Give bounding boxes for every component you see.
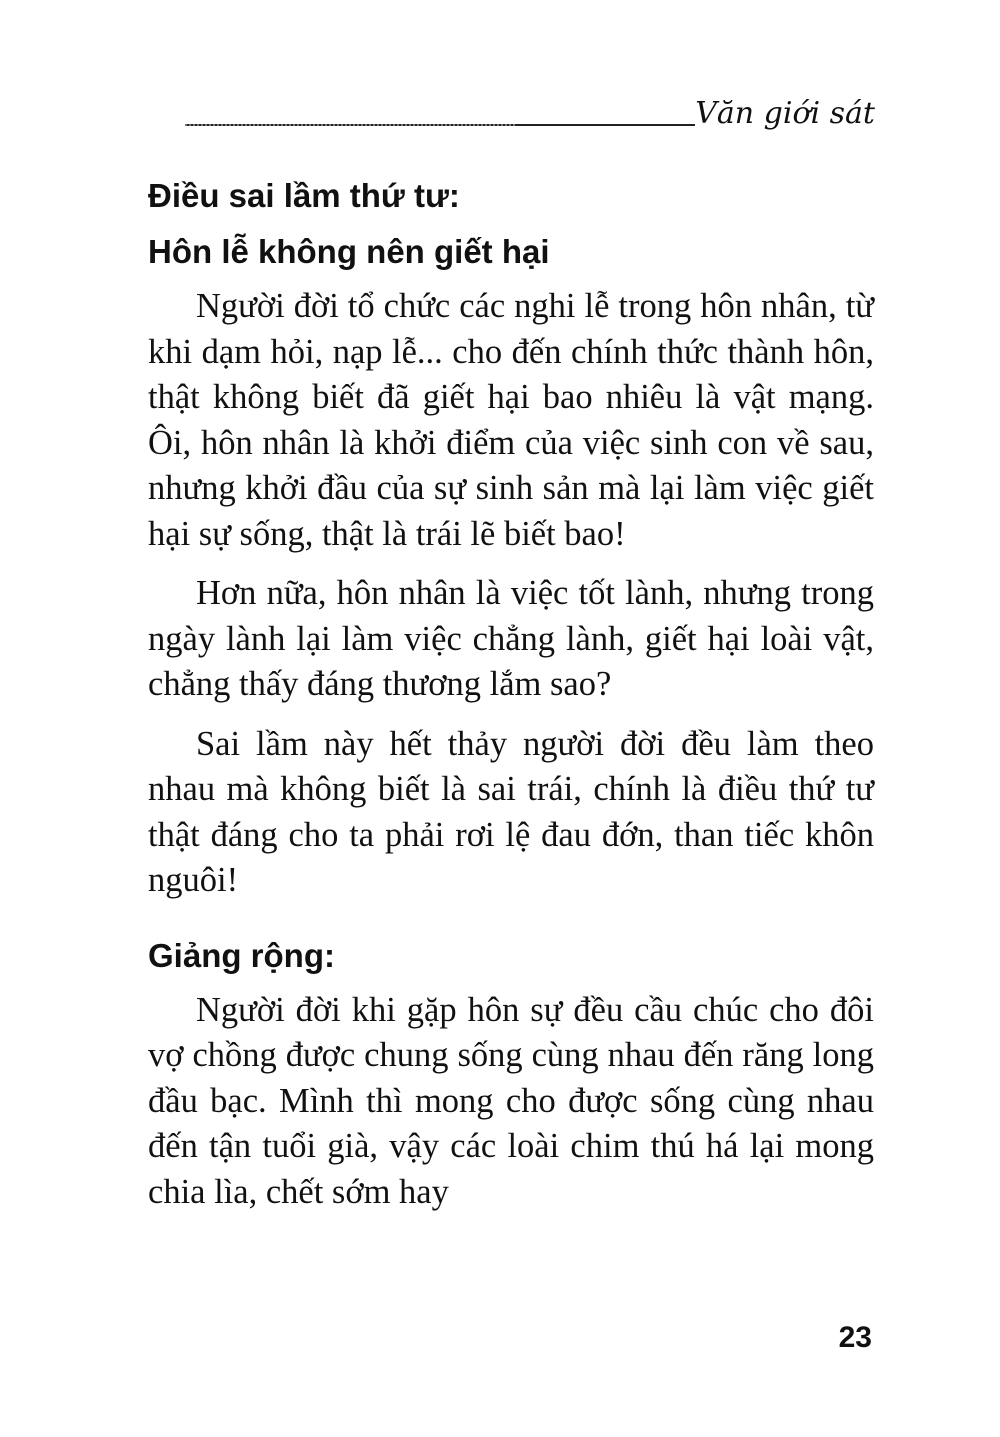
section-heading-line-2: Hôn lễ không nên giết hại bbox=[148, 233, 550, 270]
page-content bbox=[148, 168, 874, 1229]
running-head-rule-dotted bbox=[185, 124, 515, 126]
paragraph: Người đời tổ chức các nghi lễ trong hôn nhân, từ khi dạm hỏi, nạp lễ... cho đến chính thức thành hôn, thật không biết đã giết hại bao nhiêu là vật mạng. Ôi, hôn nhân là khởi điểm của việc sinh con về sau, nhưng khởi đầu của sự sinh sản mà lại làm việc giết hại sự sống, thật là trái lẽ biết bao! bbox=[148, 287, 874, 553]
running-head-title: Văn giới sát bbox=[695, 96, 875, 131]
paragraph: Sai lầm này hết thảy người đời đều làm theo nhau mà không biết là sai trái, chính là điều thứ tư thật đáng cho ta phải rơi lệ đau đớn, than tiếc khôn nguôi! bbox=[148, 724, 874, 899]
paragraph: Người đời khi gặp hôn sự đều cầu chúc cho đôi vợ chồng được chung sống cùng nhau đến răng long đầu bạc. Mình thì mong cho được sống cùng nhau đến tận tuổi già, vậy các loài chim thú há lại mong chia lìa, chết sớm hay bbox=[148, 990, 874, 1211]
paragraph: Hơn nữa, hôn nhân là việc tốt lành, nhưng trong ngày lành lại làm việc chẳng lành, giết hại loài vật, chẳng thấy đáng thương lắm sao? bbox=[148, 574, 874, 703]
running-head bbox=[185, 92, 875, 136]
section-heading bbox=[148, 168, 874, 280]
page-number: 23 bbox=[838, 1321, 872, 1354]
commentary-heading: Giảng rộng: bbox=[148, 936, 335, 974]
section-heading-line-1: Điều sai lầm thứ tư: bbox=[148, 177, 460, 214]
commentary-section bbox=[148, 928, 874, 1216]
